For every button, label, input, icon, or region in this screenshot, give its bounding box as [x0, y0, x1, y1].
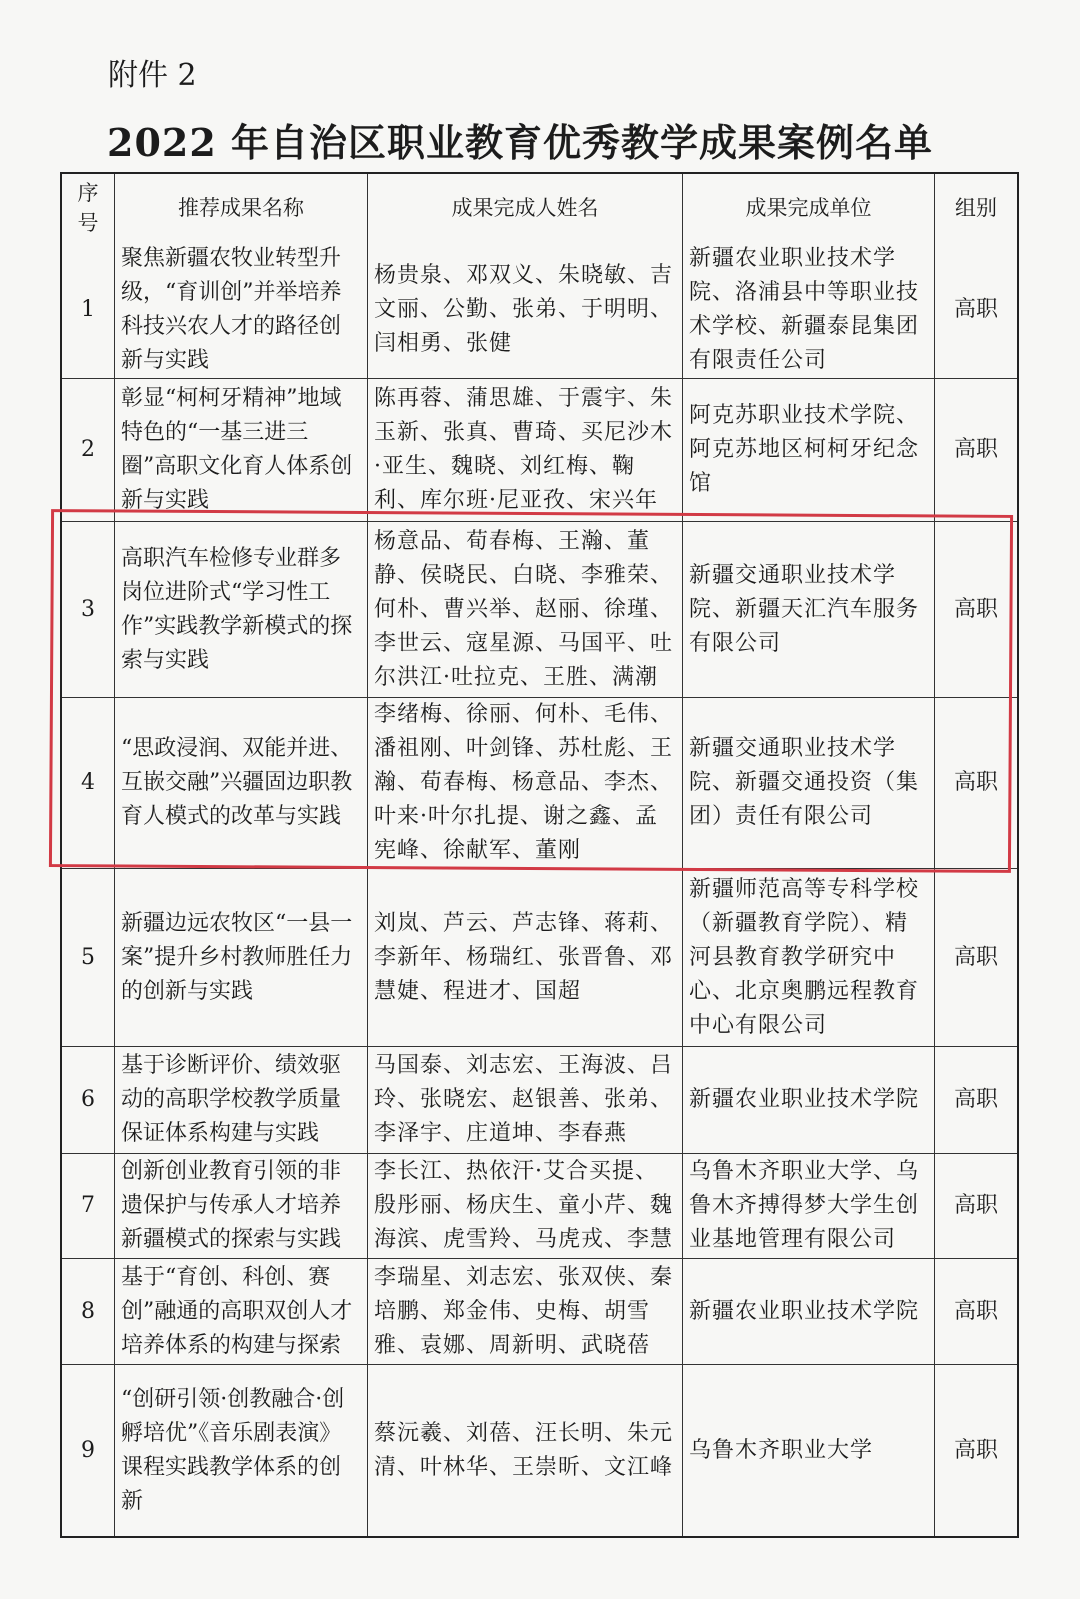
- row-number: 7: [81, 1193, 95, 1218]
- result-name: 基于“育创、科创、赛创”融通的高职双创人才培养体系的构建与探索: [114, 1259, 367, 1364]
- group: 高职: [934, 522, 1017, 697]
- completers: 刘岚、芦云、芦志锋、蒋莉、李新年、杨瑞红、张晋鲁、邓慧婕、程进才、国超: [367, 869, 682, 1046]
- completers: 马国泰、刘志宏、王海波、吕玲、张晓宏、赵银善、张弟、李泽宇、庄道坤、李春燕: [367, 1047, 682, 1153]
- header-people: 成果完成人姓名: [367, 174, 682, 242]
- page-title: 2022 年自治区职业教育优秀教学成果案例名单: [107, 120, 933, 165]
- completers: 李绪梅、徐丽、何朴、毛伟、潘祖刚、叶剑锋、苏杜彪、王瀚、荀春梅、杨意品、李杰、叶来·叶尔扎提、谢之鑫、孟宪峰、徐献军、董刚: [367, 698, 682, 868]
- units: 新疆农业职业技术学院: [682, 1259, 934, 1364]
- table-row: [62, 242, 1017, 378]
- group: 高职: [934, 379, 1017, 521]
- row-number: 1: [81, 297, 95, 322]
- completers: 李瑞星、刘志宏、张双侠、秦培鹏、郑金伟、史梅、胡雪雅、袁娜、周新明、武晓蓓: [367, 1259, 682, 1364]
- result-name: “创研引领·创教融合·创孵培优”《音乐剧表演》课程实践教学体系的创新: [114, 1365, 367, 1536]
- table-row: [62, 697, 1017, 868]
- table-row: [62, 868, 1017, 1046]
- row-number: 5: [81, 944, 95, 970]
- group: 高职: [934, 1047, 1017, 1153]
- result-name: 基于诊断评价、绩效驱动的高职学校教学质量保证体系构建与实践: [114, 1047, 367, 1153]
- units: 乌鲁木齐职业大学、乌鲁木齐搏得梦大学生创业基地管理有限公司: [682, 1154, 934, 1258]
- group: 高职: [934, 1365, 1017, 1536]
- table-header: [62, 174, 1017, 242]
- group: 高职: [934, 869, 1017, 1046]
- units: 新疆农业职业技术学院: [682, 1047, 934, 1153]
- table-row: [62, 1046, 1017, 1153]
- table-row: [62, 521, 1017, 697]
- result-name: 创新创业教育引领的非遗保护与传承人才培养新疆模式的探索与实践: [114, 1154, 367, 1258]
- completers: 杨意品、荀春梅、王瀚、董静、侯晓民、白晓、李雅荣、何朴、曹兴举、赵丽、徐瑾、李世云、寇星源、马国平、吐尔洪江·吐拉克、王胜、满潮: [367, 522, 682, 697]
- header-unit: 成果完成单位: [682, 174, 934, 242]
- units: 阿克苏职业技术学院、阿克苏地区柯柯牙纪念馆: [682, 379, 934, 521]
- row-number: 2: [81, 437, 95, 462]
- units: 新疆师范高等专科学校（新疆教育学院）、精河县教育教学研究中心、北京奥鹏远程教育中心有限公司: [682, 869, 934, 1046]
- row-number: 6: [81, 1087, 95, 1112]
- result-name: “思政浸润、双能并进、互嵌交融”兴疆固边职教育人模式的改革与实践: [114, 698, 367, 868]
- units: 新疆交通职业技术学院、新疆交通投资（集团）责任有限公司: [682, 698, 934, 868]
- result-name: 高职汽车检修专业群多岗位进阶式“学习性工作”实践教学新模式的探索与实践: [114, 522, 367, 697]
- completers: 杨贵泉、邓双义、朱晓敏、吉文丽、公勤、张弟、于明明、闫相勇、张健: [367, 242, 682, 378]
- table-row: [62, 378, 1017, 521]
- completers: 蔡沅羲、刘蓓、汪长明、朱元清、叶林华、王崇昕、文江峰: [367, 1365, 682, 1536]
- table-row: [62, 1153, 1017, 1258]
- completers: 李长江、热依汗·艾合买提、殷彤丽、杨庆生、童小芹、魏海滨、虎雪羚、马虎戎、李慧: [367, 1154, 682, 1258]
- result-name: 聚焦新疆农牧业转型升级，“育训创”并举培养科技兴农人才的路径创新与实践: [114, 242, 367, 378]
- header-no: 序号: [77, 181, 99, 235]
- results-table: [60, 172, 1019, 1538]
- units: 新疆交通职业技术学院、新疆天汇汽车服务有限公司: [682, 522, 934, 697]
- header-group: 组别: [934, 174, 1017, 242]
- completers: 陈再蓉、蒲思雄、于震宇、朱玉新、张真、曹琦、买尼沙木·亚生、魏晓、刘红梅、鞠利、库尔班·尼亚孜、宋兴年: [367, 379, 682, 521]
- row-number: 9: [81, 1437, 95, 1463]
- group: 高职: [934, 1259, 1017, 1364]
- row-number: 3: [81, 596, 95, 622]
- table-row: [62, 1258, 1017, 1364]
- group: 高职: [934, 242, 1017, 378]
- table-row: [62, 1364, 1017, 1536]
- units: 乌鲁木齐职业大学: [682, 1365, 934, 1536]
- result-name: 新疆边远农牧区“一县一案”提升乡村教师胜任力的创新与实践: [114, 869, 367, 1046]
- header-name: 推荐成果名称: [114, 174, 367, 242]
- units: 新疆农业职业技术学院、洛浦县中等职业技术学校、新疆泰昆集团有限责任公司: [682, 242, 934, 378]
- group: 高职: [934, 698, 1017, 868]
- row-number: 4: [81, 770, 95, 795]
- group: 高职: [934, 1154, 1017, 1258]
- result-name: 彰显“柯柯牙精神”地域特色的“一基三进三圈”高职文化育人体系创新与实践: [114, 379, 367, 521]
- attachment-label: 附件 2: [108, 58, 197, 93]
- row-number: 8: [81, 1298, 95, 1324]
